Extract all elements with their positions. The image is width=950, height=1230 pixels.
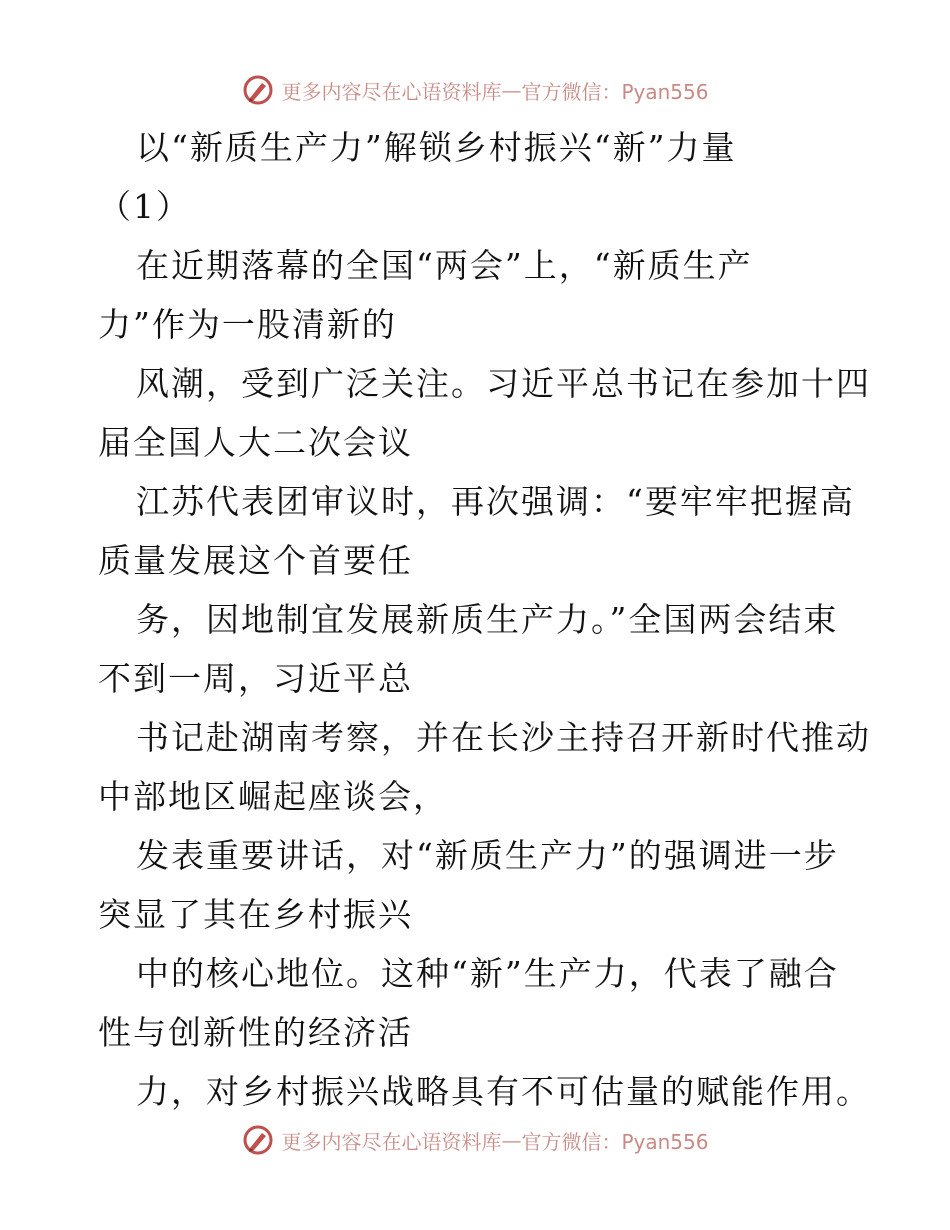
text-line: 届全国人大二次会议	[98, 423, 413, 462]
text-line: 中的核心地位。这种“新”生产力，代表了融合	[136, 954, 839, 993]
text-line: 在近期落幕的全国“两会”上，“新质生产	[136, 246, 753, 285]
text-line: 质量发展这个首要任	[98, 541, 413, 580]
watermark-contact: 官方微信：Pyan556	[521, 1129, 709, 1154]
text-line: 性与创新性的经济活	[98, 1013, 413, 1052]
watermark-contact: 官方微信：Pyan556	[521, 79, 709, 104]
text-line: （1）	[98, 187, 191, 226]
watermark-separator: —	[501, 78, 522, 102]
watermark-footer	[0, 1120, 950, 1160]
pen-logo-icon	[241, 1123, 275, 1157]
text-line: 突显了其在乡村振兴	[98, 895, 413, 934]
watermark-separator: —	[501, 1128, 522, 1152]
text-line: 江苏代表团审议时，再次强调：“要牢牢把握高	[136, 482, 855, 521]
text-line: 不到一周，习近平总	[98, 659, 413, 698]
text-line: 力，对乡村振兴战略具有不可估量的赋能作用。	[136, 1072, 871, 1111]
watermark-text: 更多内容尽在心语资料库	[281, 79, 502, 104]
text-line: 书记赴湖南考察，并在长沙主持召开新时代推动	[136, 718, 871, 757]
text-line: 务，因地制宜发展新质生产力。”全国两会结束	[136, 600, 839, 639]
document-body	[98, 118, 871, 1121]
text-line: 风潮，受到广泛关注。习近平总书记在参加十四	[136, 364, 871, 403]
text-line: 力”作为一股清新的	[98, 305, 397, 344]
text-line: 发表重要讲话，对“新质生产力”的强调进一步	[136, 836, 839, 875]
watermark-header	[0, 70, 950, 110]
text-line: 中部地区崛起座谈会，	[98, 777, 448, 816]
text-line: 以“新质生产力”解锁乡村振兴“新”力量	[136, 128, 737, 167]
watermark-text: 更多内容尽在心语资料库	[281, 1129, 502, 1154]
pen-logo-icon	[241, 73, 275, 107]
